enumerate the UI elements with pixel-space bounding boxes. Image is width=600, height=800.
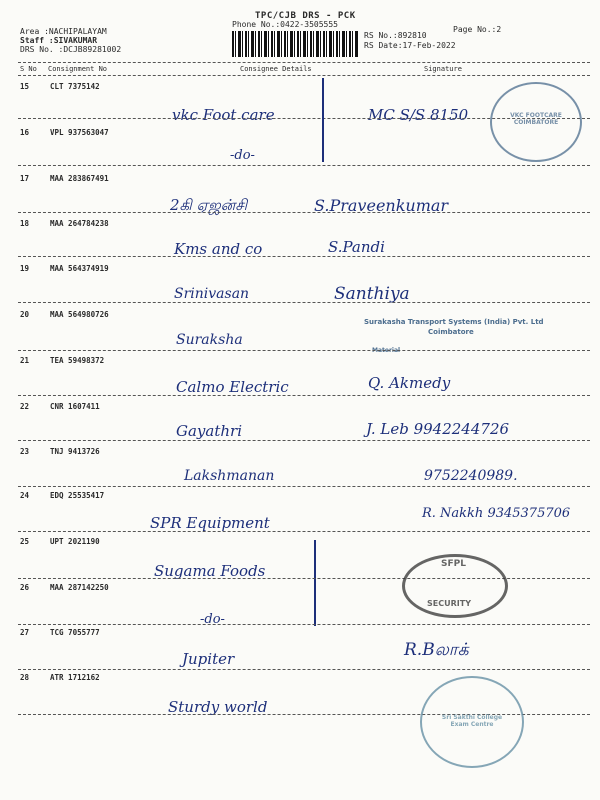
page-number: Page No.:2 (453, 25, 502, 34)
row-divider (18, 395, 590, 396)
signature: S.Praveenkumar (314, 196, 449, 215)
row-divider (18, 302, 590, 303)
col-header-sno: S No (20, 65, 37, 73)
row-consignment: 16 VPL 937563047 (20, 128, 109, 137)
rs-number: RS No.:892810 (364, 31, 427, 40)
row-divider (18, 256, 590, 257)
stamp-suraksha-line2: Coimbatore (428, 328, 474, 336)
barcode (232, 31, 358, 57)
stamp-suraksha-line1: Surakasha Transport Systems (India) Pvt. Ltd (364, 318, 544, 326)
row-consignment: 19 MAA 564374919 (20, 264, 109, 273)
row-consignment: 24 EDQ 25535417 (20, 491, 105, 500)
consignee-name: Kms and co (174, 240, 263, 258)
signature: 9752240989. (424, 468, 518, 484)
row-consignment: 20 MAA 564980726 (20, 310, 109, 319)
header-rule-bottom (18, 75, 590, 76)
row-divider (18, 486, 590, 487)
row-consignment: 23 TNJ 9413726 (20, 447, 100, 456)
staff-label: Staff :SIVAKUMAR (20, 36, 98, 45)
row-consignment: 21 TEA 59498372 (20, 356, 105, 365)
col-header-signature: Signature (424, 65, 462, 73)
row-divider (18, 440, 590, 441)
stamp-suraksha-line3: Material (372, 347, 401, 354)
consignee-name: Sturdy world (168, 698, 268, 716)
consignee-name: -do- (230, 148, 255, 163)
vkc-stamp: VKC FOOTCARE COIMBATORE (490, 82, 582, 162)
row-divider (18, 624, 590, 625)
header-left-block (20, 27, 121, 54)
row-divider (18, 350, 590, 351)
document-title: TPC/CJB DRS - PCK (255, 11, 356, 21)
signature: Santhiya (334, 284, 410, 304)
consignee-name: Suraksha (176, 332, 243, 348)
consignee-name: -do- (200, 612, 225, 627)
row-divider (18, 531, 590, 532)
consignee-name: Lakshmanan (184, 468, 275, 484)
signature: MC S/S 8150 (368, 106, 469, 124)
row-consignment: 26 MAA 287142250 (20, 583, 109, 592)
row-consignment: 18 MAA 264784238 (20, 219, 109, 228)
consignee-name: vkc Foot care (172, 106, 275, 124)
consignee-name: Calmo Electric (176, 378, 289, 396)
phone-number: Phone No.:0422-3505555 (232, 20, 338, 29)
ditto-bracket (308, 78, 324, 162)
row-consignment: 22 CNR 1607411 (20, 402, 100, 411)
col-header-consignee: Consignee Details (240, 65, 312, 73)
signature: R.Bலாக் (404, 640, 469, 660)
signature: R. Nakkh 9345375706 (422, 506, 571, 521)
row-divider (18, 669, 590, 670)
row-consignment: 27 TCG 7055777 (20, 628, 100, 637)
row-consignment: 17 MAA 283867491 (20, 174, 109, 183)
consignee-name: SPR Equipment (150, 514, 270, 532)
row-consignment: 15 CLT 7375142 (20, 82, 100, 91)
header-rule-top (18, 62, 590, 63)
row-divider (18, 212, 590, 213)
signature: S.Pandi (328, 238, 385, 256)
consignee-name: Gayathri (176, 422, 242, 440)
row-consignment: 28 ATR 1712162 (20, 673, 100, 682)
consignee-name: 2கி ஏஜன்சி (170, 196, 248, 214)
ditto-bracket (300, 540, 316, 626)
college-stamp: Sri Sakthi College Exam Centre (420, 676, 524, 768)
col-header-consignment: Consignment No (48, 65, 108, 73)
consignee-name: Srinivasan (174, 286, 250, 302)
row-consignment: 25 UPT 2021190 (20, 537, 100, 546)
area-label: Area :NACHIPALAYAM (20, 27, 107, 36)
sfpl-stamp: SFPL SECURITY (402, 554, 508, 618)
signature: J. Leb 9942244726 (366, 420, 510, 438)
row-divider (18, 165, 590, 166)
rs-block (364, 31, 456, 51)
drs-number: DRS No. :DCJB89281002 (20, 45, 122, 54)
signature: Q. Akmedy (368, 374, 451, 392)
consignee-name: Sugama Foods (154, 562, 266, 580)
consignee-name: Jupiter (182, 650, 235, 668)
rs-date: RS Date:17-Feb-2022 (364, 41, 456, 50)
